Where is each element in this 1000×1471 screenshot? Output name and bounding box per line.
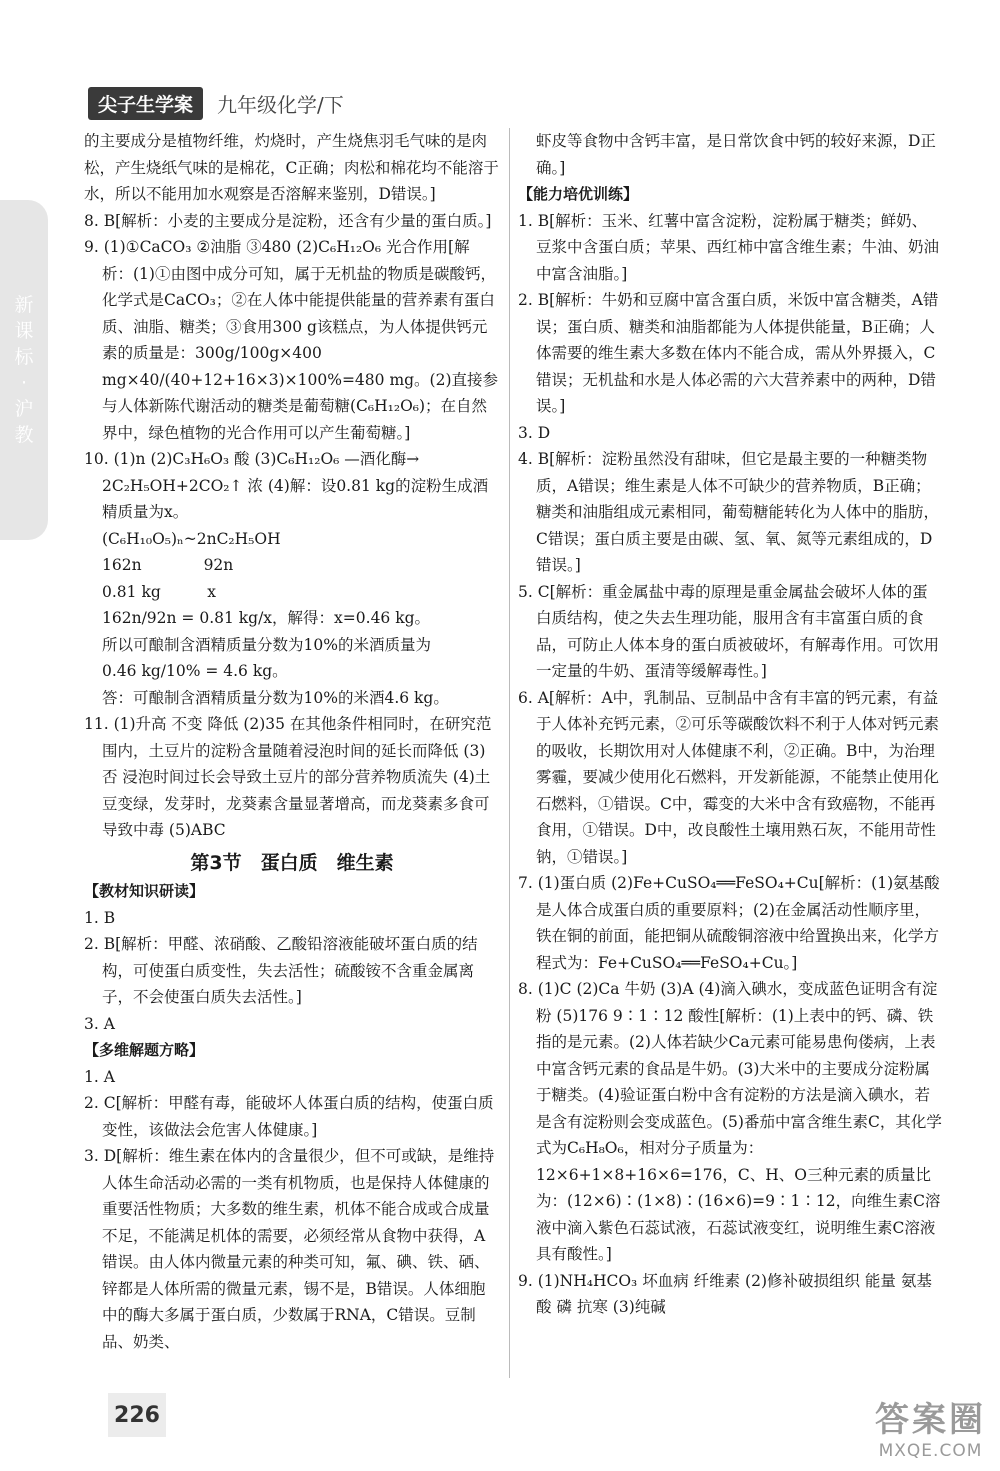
answer-item: 4. B[解析：淀粉虽然没有甜味，但它是最主要的一种糖类物质，A错误；维生素是人体不可缺少的营养物质，B正确；糖类和油脂组成元素相同，葡萄糖能转化为人体中的脂肪，C错误；蛋白质主要是由碳、氢、氧、氮等元素组成的，D错误。] (518, 450, 940, 574)
answer-8: 8. B[解析：小麦的主要成分是淀粉，还含有少量的蛋白质。] (84, 211, 492, 230)
right-column (518, 128, 942, 1321)
book-subtitle: 九年级化学/下 (217, 92, 344, 117)
answer-item: 5. C[解析：重金属盐中毒的原理是重金属盐会破坏人体的蛋白质结构，使之失去生理功能，服用含有丰富蛋白质的食品，可防止人体本身的蛋白质被破坏，有解毒作用。可饮用一定量的牛奶、蛋清等缓解毒性。] (518, 582, 940, 680)
side-tab-char: 新 (14, 294, 34, 316)
answer-item: 2. C[解析：甲醛有毒，能破坏人体蛋白质的结构，使蛋白质变性，该做法会危害人体健康。] (84, 1094, 494, 1139)
answer-item: 2. B[解析：牛奶和豆腐中富含蛋白质，米饭中富含糖类，A错误；蛋白质、糖类和油脂都能为人体提供能量，B正确；人体需要的维生素大多数在体内不能合成，需从外界摄入，C错误；无机盐和水是人体必需的六大营养素中的两种，D错误。] (518, 291, 939, 415)
calc-line: 所以可酿制含酒精质量分数为10%的米酒质量为 (102, 635, 431, 654)
subsection-label: 【多维解题方略】 (84, 1041, 205, 1059)
section-title: 第3节 蛋白质 维生素 (190, 851, 394, 874)
answer-item: 3. D (518, 423, 551, 442)
continued-text: 的主要成分是植物纤维，灼烧时，产生烧焦羽毛气味的是肉松，产生烧纸气味的是棉花，C正确；肉松和棉花均不能溶于水，所以不能用加水观察是否溶解来鉴别，D错误。] (84, 132, 499, 203)
answer-10: 10. (1)n (2)C₃H₆O₃ 酸 (3)C₆H₁₂O₆ —酒化酶→ 2C₂H₅OH+2CO₂↑ 浓 (4)解：设0.81 kg的淀粉生成酒精质量为x。 (84, 450, 489, 521)
answer-item: 9. (1)NH₄HCO₃ 坏血病 纤维素 (2)修补破损组织 能量 氨基酸 磷 抗寒 (3)纯碱 (518, 1271, 932, 1316)
answer-item: 1. B[解析：玉米、红薯中富含淀粉，淀粉属于糖类；鲜奶、豆浆中含蛋白质；苹果、西红柿中富含维生素；牛油、奶油中富含油脂。] (518, 211, 940, 283)
calc-line: 162n 92n (102, 556, 234, 574)
subsection-label: 【教材知识研读】 (84, 882, 205, 900)
side-tab (0, 200, 48, 540)
watermark-url: MXQE.COM (878, 1441, 983, 1461)
watermark-title: 答案圈 (875, 1400, 986, 1440)
answer-item: 8. (1)C (2)Ca 牛奶 (3)A (4)滴入碘水，变成蓝色证明含有淀粉 (5)176 9∶1∶12 酸性[解析：(1)上表中的钙、磷、铁指的是元素。(2)人体若缺少Ca元素可能易患佝偻病，上表中富含钙元素的食品是牛奶。(3)大米中的主要成分淀粉属于糖类。(4)验证蛋白粉中含有淀粉的方法是滴入碘水，若是含有淀粉则会变成蓝色。(5)番茄中富含维生素C，其化学式为C₆H₈O₆，相对分子质量为：12×6+1×8+16×6=176，C、H、O三种元素的质量比为：(12×6)∶(1×8)∶(16×6)=9∶1∶12，向维生素C溶液中滴入紫色石蕊试液，石蕊试液变红，说明维生素C溶液具有酸性。] (518, 980, 942, 1263)
answer-item: 3. D[解析：维生素在体内的含量很少，但不可或缺，是维持人体生命活动必需的一类有机物质，也是保持人体健康的重要活性物质；大多数的维生素，机体不能合成或合成量不足，不能满足机体的需要，必须经常从食物中获得，A错误。由人体内微量元素的种类可知，氟、碘、铁、硒、锌都是人体所需的微量元素，锡不是，B错误。人体细胞中的酶大多属于蛋白质，少数属于RNA，C错误。豆制品、奶类、 (84, 1147, 495, 1351)
answer-item: 3. A (84, 1014, 115, 1033)
side-tab-char: 教 (14, 424, 34, 446)
page-header (88, 86, 344, 120)
side-tab-char: · (20, 372, 28, 394)
page-number: 226 (108, 1393, 166, 1437)
continued-text: 虾皮等食物中含钙丰富，是日常饮食中钙的较好来源，D正确。] (536, 132, 936, 177)
calc-line: 162n/92n = 0.81 kg/x，解得：x=0.46 kg。 (102, 609, 431, 627)
left-column (84, 128, 500, 1355)
answer-item: 2. B[解析：甲醛、浓硝酸、乙酸铅溶液能破坏蛋白质的结构，可使蛋白质变性，失去活性；硫酸铵不含重金属离子，不会使蛋白质失去活性。] (84, 935, 478, 1006)
answer-9: 9. (1)①CaCO₃ ②油脂 ③480 (2)C₆H₁₂O₆ 光合作用[解析：(1)①由图中成分可知，属于无机盐的物质是碳酸钙，化学式是CaCO₃；②在人体中能提供能量的营养素有蛋白质、油脂、糖类；③食用300 g该糕点，为人体提供钙元素的质量是：300g/100g×400 mg×40/(40+12+16×3)×100%=480 mg。(2)直接参与人体新陈代谢活动的糖类是葡萄糖(C₆H₁₂O₆)；在自然界中，绿色植物的光合作用可以产生葡萄糖。] (84, 238, 499, 442)
side-tab-char: 标 (14, 346, 34, 368)
side-tab-char: 沪 (14, 398, 34, 420)
answer-item: 1. A (84, 1067, 115, 1086)
watermark (875, 1392, 986, 1461)
calc-line: 答：可酿制含酒精质量分数为10%的米酒4.6 kg。 (102, 688, 449, 707)
answer-11: 11. (1)升高 不变 降低 (2)35 在其他条件相同时，在研究范围内，土豆片的淀粉含量随着浸泡时间的延长而降低 (3)否 浸泡时间过长会导致土豆片的部分营养物质流失 (4)土豆变绿，发芽时，龙葵素含量显著增高，而龙葵素多食可导致中毒 (5)ABC (84, 715, 492, 839)
answer-item: 1. B (84, 908, 116, 927)
calc-line: 0.81 kg x (102, 582, 216, 601)
calc-line: (C₆H₁₀O₅)ₙ~2nC₂H₅OH (102, 529, 281, 548)
side-tab-char: 课 (14, 320, 34, 342)
answer-item: 7. (1)蛋白质 (2)Fe+CuSO₄══FeSO₄+Cu[解析：(1)氨基酸是人体合成蛋白质的重要原料；(2)在金属活动性顺序里，铁在铜的前面，能把铜从硫酸铜溶液中给置换出来，化学方程式为：Fe+CuSO₄══FeSO₄+Cu。] (518, 874, 940, 972)
brand-logo: 尖子生学案 (88, 87, 203, 120)
calc-line: 0.46 kg/10% = 4.6 kg。 (102, 662, 288, 680)
answer-item: 6. A[解析：A中，乳制品、豆制品中含有丰富的钙元素，有益于人体补充钙元素，②可乐等碳酸饮料不利于人体对钙元素的吸收，长期饮用对人体健康不利，②正确。B中，为治理雾霾，要减少使用化石燃料，开发新能源，不能禁止使用化石燃料，①错误。C中，霉变的大米中含有致癌物，不能再食用，①错误。D中，改良酸性土壤用熟石灰，不能用苛性钠，①错误。] (518, 688, 940, 866)
column-divider (509, 128, 510, 1378)
subsection-label: 【能力培优训练】 (518, 185, 639, 203)
